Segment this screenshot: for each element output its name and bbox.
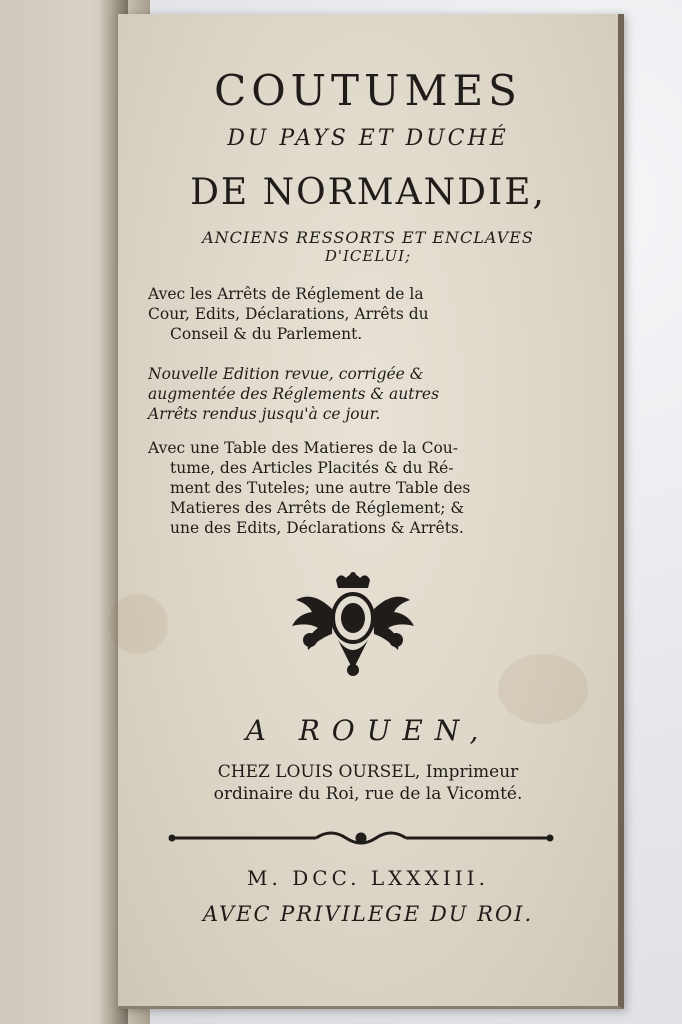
title-page	[118, 14, 624, 1009]
title-line-1: COUTUMES	[214, 66, 522, 115]
title-line-2: DU PAYS ET DUCHÉ	[227, 126, 509, 151]
text-line: Nouvelle Edition revue, corrigée &	[148, 365, 424, 383]
text-line: ment des Tuteles; une autre Table des	[170, 479, 471, 497]
paragraph-arrets	[148, 284, 588, 344]
imprint-address: ordinaire du Roi, rue de la Vicomté.	[213, 784, 523, 804]
decorative-rule	[166, 826, 556, 850]
text-line: Arrêts rendus jusqu'à ce jour.	[148, 405, 381, 423]
paragraph-nouvelle-edition	[148, 364, 588, 424]
royal-crest-ornament	[288, 570, 418, 680]
title-line-3: DE NORMANDIE,	[190, 172, 546, 213]
text-line: tume, des Articles Placités & du Ré-	[170, 459, 454, 477]
text-line: augmentée des Réglements & autres	[148, 385, 440, 403]
royal-privilege: AVEC PRIVILEGE DU ROI.	[202, 902, 534, 926]
title-line-4: ANCIENS RESSORTS ET ENCLAVES	[202, 228, 534, 247]
text-line: Cour, Edits, Déclarations, Arrêts du	[148, 305, 429, 323]
imprint-city: A ROUEN,	[245, 714, 491, 747]
publication-date: M. DCC. LXXXIII.	[247, 866, 489, 890]
text-line: Matieres des Arrêts de Réglement; &	[170, 499, 465, 517]
text-line: Avec une Table des Matieres de la Cou-	[148, 439, 458, 457]
text-line: Conseil & du Parlement.	[170, 325, 363, 343]
text-line: Avec les Arrêts de Réglement de la	[148, 285, 424, 303]
text-line: une des Edits, Déclarations & Arrêts.	[170, 519, 464, 537]
title-line-5: D'ICELUI;	[324, 247, 412, 265]
paper-stain	[108, 594, 168, 654]
imprint-printer: CHEZ LOUIS OURSEL, Imprimeur	[217, 762, 519, 782]
paragraph-table-des-matieres	[148, 438, 588, 538]
